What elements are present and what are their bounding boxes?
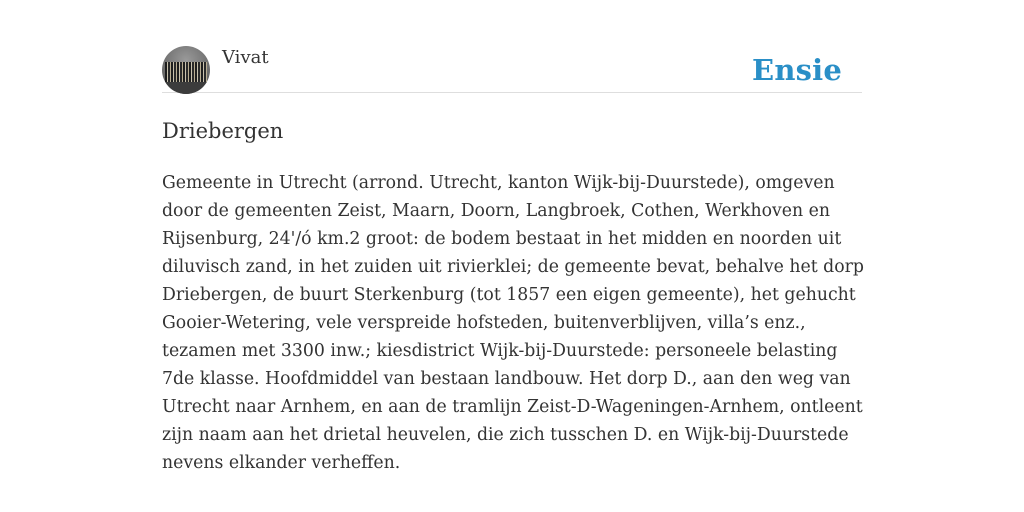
article-title: Driebergen — [162, 119, 284, 143]
source-name-link[interactable]: Vivat — [222, 47, 269, 68]
source-avatar[interactable] — [162, 46, 210, 94]
shelf-base — [162, 82, 210, 94]
header — [162, 46, 862, 93]
article-body: Gemeente in Utrecht (arrond. Utrecht, kanton Wijk-bij-Duurstede), omgeven door de gemeenten Zeist, Maarn, Doorn, Langbroek, Cothen, Werkhoven en Rijsenburg, 24'/ó km.2 groot: de bodem bestaat in het midden en noorden uit diluvisch zand, in het zuiden uit rivierklei; de gemeente bevat, behalve het dorp Driebergen, de buurt Sterkenburg (tot 1857 een eigen gemeente), het gehucht Gooier-Wetering, vele verspreide hofsteden, buitenverblijven, villa’s enz., tezamen met 3300 inw.; kiesdistrict Wijk-bij-Duurstede: personeele belasting 7de klasse. Hoofdmiddel van bestaan landbouw. Het dorp D., aan den weg van Utrecht naar Arnhem, en aan de tramlijn Zeist-D-Wageningen-Arnhem, ontleent zijn naam aan het drietal heuvelen, die zich tusschen D. en Wijk-bij-Duurstede nevens elkander verheffen. — [162, 173, 864, 473]
ensie-logo[interactable]: Ensie — [752, 53, 842, 87]
bookshelf-icon — [165, 62, 207, 82]
